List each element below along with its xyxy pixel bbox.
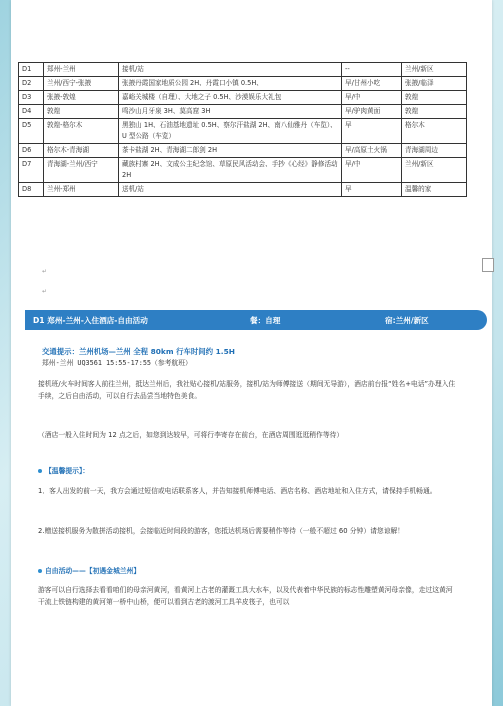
table-cell-meals: 早/驴肉黄面 <box>342 105 402 119</box>
free-activity-heading <box>38 565 458 577</box>
table-cell-meals: 早/高原土火锅 <box>342 144 402 158</box>
traffic-tip: 交通提示：兰州机场—兰州 全程 80km 行车时间约 1.5H <box>42 347 235 356</box>
table-cell-route: 格尔木-青海湖 <box>44 144 119 158</box>
table-cell-hotel: 格尔木 <box>402 119 467 144</box>
day1-meals: 餐：自理 <box>250 316 281 325</box>
reminder-1 <box>38 485 458 497</box>
table-row <box>19 183 467 197</box>
table-cell-day: D1 <box>19 63 44 77</box>
reminder-title: 【温馨提示】： <box>45 467 90 475</box>
table-cell-activity: 鸣沙山月牙泉 3H、莫高窟 3H <box>119 105 342 119</box>
table-cell-day: D6 <box>19 144 44 158</box>
free-activity-text: 游客可以自行选择去看看咱们的母亲河黄河，看黄河上古老的灌溉工具大水车，以及代表着中华民族的标志性雕塑黄河母亲像，走过这黄河干流上铁链构建的黄河第一桥中山桥，便可以看到古老的渡河工具羊皮筏子，也可以 <box>38 586 453 606</box>
table-cell-route: 敦煌-格尔木 <box>44 119 119 144</box>
free-activity-title: 自由活动——【初遇金城兰州】 <box>45 567 141 575</box>
table-cell-activity: 嘉峪关城楼（自理）、大地之子 0.5H、沙漠娱乐大礼包 <box>119 91 342 105</box>
reminder-2-text: 2.赠送接机服务为散拼活动接机，会接临近时间段的游客，您抵达机场后需要稍作等待（一般不超过 60 分钟）请您谅解！ <box>38 527 405 535</box>
reminder-1-text: 1．客人出发的前一天，我方会通过短信或电话联系客人，并告知接机师傅电话、酒店名称、酒店地址和入住方式，请保持手机畅通。 <box>38 487 437 495</box>
arrival-text: 接机班/火车时间客人前往兰州，抵达兰州后，我社贴心接机/站服务，接机/站为师傅接送（期间无导游），酒店前台报“姓名+电话”办理入住手续，之后自由活动，可以自行去品尝当地特色美食。 <box>38 380 456 400</box>
table-cell-activity: 接机/站 <box>119 63 342 77</box>
table-cell-activity: 黑独山 1H、石油基地遗址 0.5H、察尔汗盐湖 2H、南八仙雅丹（车览）、U 型公路（车览） <box>119 119 342 144</box>
table-cell-hotel: 兰州/新区 <box>402 63 467 77</box>
arrival-paragraph <box>38 378 458 402</box>
flight-info: 郑州-兰州 UQ3561 15:55-17:55（参考航班） <box>42 359 192 367</box>
table-cell-day: D2 <box>19 77 44 91</box>
table-cell-route: 敦煌 <box>44 105 119 119</box>
table-cell-day: D7 <box>19 158 44 183</box>
table-cell-meals: -- <box>342 63 402 77</box>
table-cell-hotel: 敦煌 <box>402 105 467 119</box>
table-cell-activity: 送机/站 <box>119 183 342 197</box>
table-cell-hotel: 兰州/新区 <box>402 158 467 183</box>
table-row <box>19 105 467 119</box>
reminder-2 <box>38 525 458 537</box>
day1-banner <box>25 310 487 330</box>
table-cell-hotel: 敦煌 <box>402 91 467 105</box>
table-cell-meals: 早/甘州小吃 <box>342 77 402 91</box>
table-cell-day: D4 <box>19 105 44 119</box>
table-cell-hotel: 青海湖周边 <box>402 144 467 158</box>
paragraph-mark: ↵ <box>42 268 48 275</box>
table-cell-route: 郑州-兰州 <box>44 63 119 77</box>
table-cell-meals: 早 <box>342 119 402 144</box>
bullet-icon <box>38 569 42 573</box>
day1-hotel: 宿:兰州/新区 <box>385 316 429 325</box>
free-activity-paragraph <box>38 584 458 608</box>
table-cell-meals: 早/中 <box>342 158 402 183</box>
page-edge-marker <box>482 258 494 272</box>
table-cell-route: 张掖-敦煌 <box>44 91 119 105</box>
day1-title: D1 郑州-兰州-入住酒店-自由活动 <box>33 316 148 325</box>
table-row <box>19 144 467 158</box>
checkin-text: （酒店一般入住时间为 12 点之后，如您到达较早，可将行李寄存在前台，在酒店周围逛逛稍作等待） <box>38 431 344 439</box>
table-cell-activity: 张掖丹霞国家地质公园 2H、丹霞口小镇 0.5H、 <box>119 77 342 91</box>
table-row <box>19 91 467 105</box>
table-row <box>19 77 467 91</box>
table-cell-route: 兰州/西宁-张掖 <box>44 77 119 91</box>
paragraph-mark: ↵ <box>42 288 48 295</box>
reminder-heading <box>38 465 458 477</box>
table-row <box>19 158 467 183</box>
table-cell-day: D3 <box>19 91 44 105</box>
table-cell-day: D5 <box>19 119 44 144</box>
table-cell-day: D8 <box>19 183 44 197</box>
bullet-icon <box>38 469 42 473</box>
table-cell-meals: 早 <box>342 183 402 197</box>
table-cell-activity: 藏族村寨 2H、文成公主纪念馆、草原民风活动会、手抄《心经》静修活动 2H <box>119 158 342 183</box>
table-cell-route: 兰州-郑州 <box>44 183 119 197</box>
table-cell-meals: 早/中 <box>342 91 402 105</box>
table-row <box>19 119 467 144</box>
table-row <box>19 63 467 77</box>
checkin-note <box>38 429 458 441</box>
table-cell-hotel: 张掖/临泽 <box>402 77 467 91</box>
table-cell-hotel: 温馨的家 <box>402 183 467 197</box>
itinerary-table <box>18 62 467 197</box>
table-cell-activity: 茶卡盐湖 2H、青海湖二郎剑 2H <box>119 144 342 158</box>
table-cell-route: 青海湖-兰州/西宁 <box>44 158 119 183</box>
